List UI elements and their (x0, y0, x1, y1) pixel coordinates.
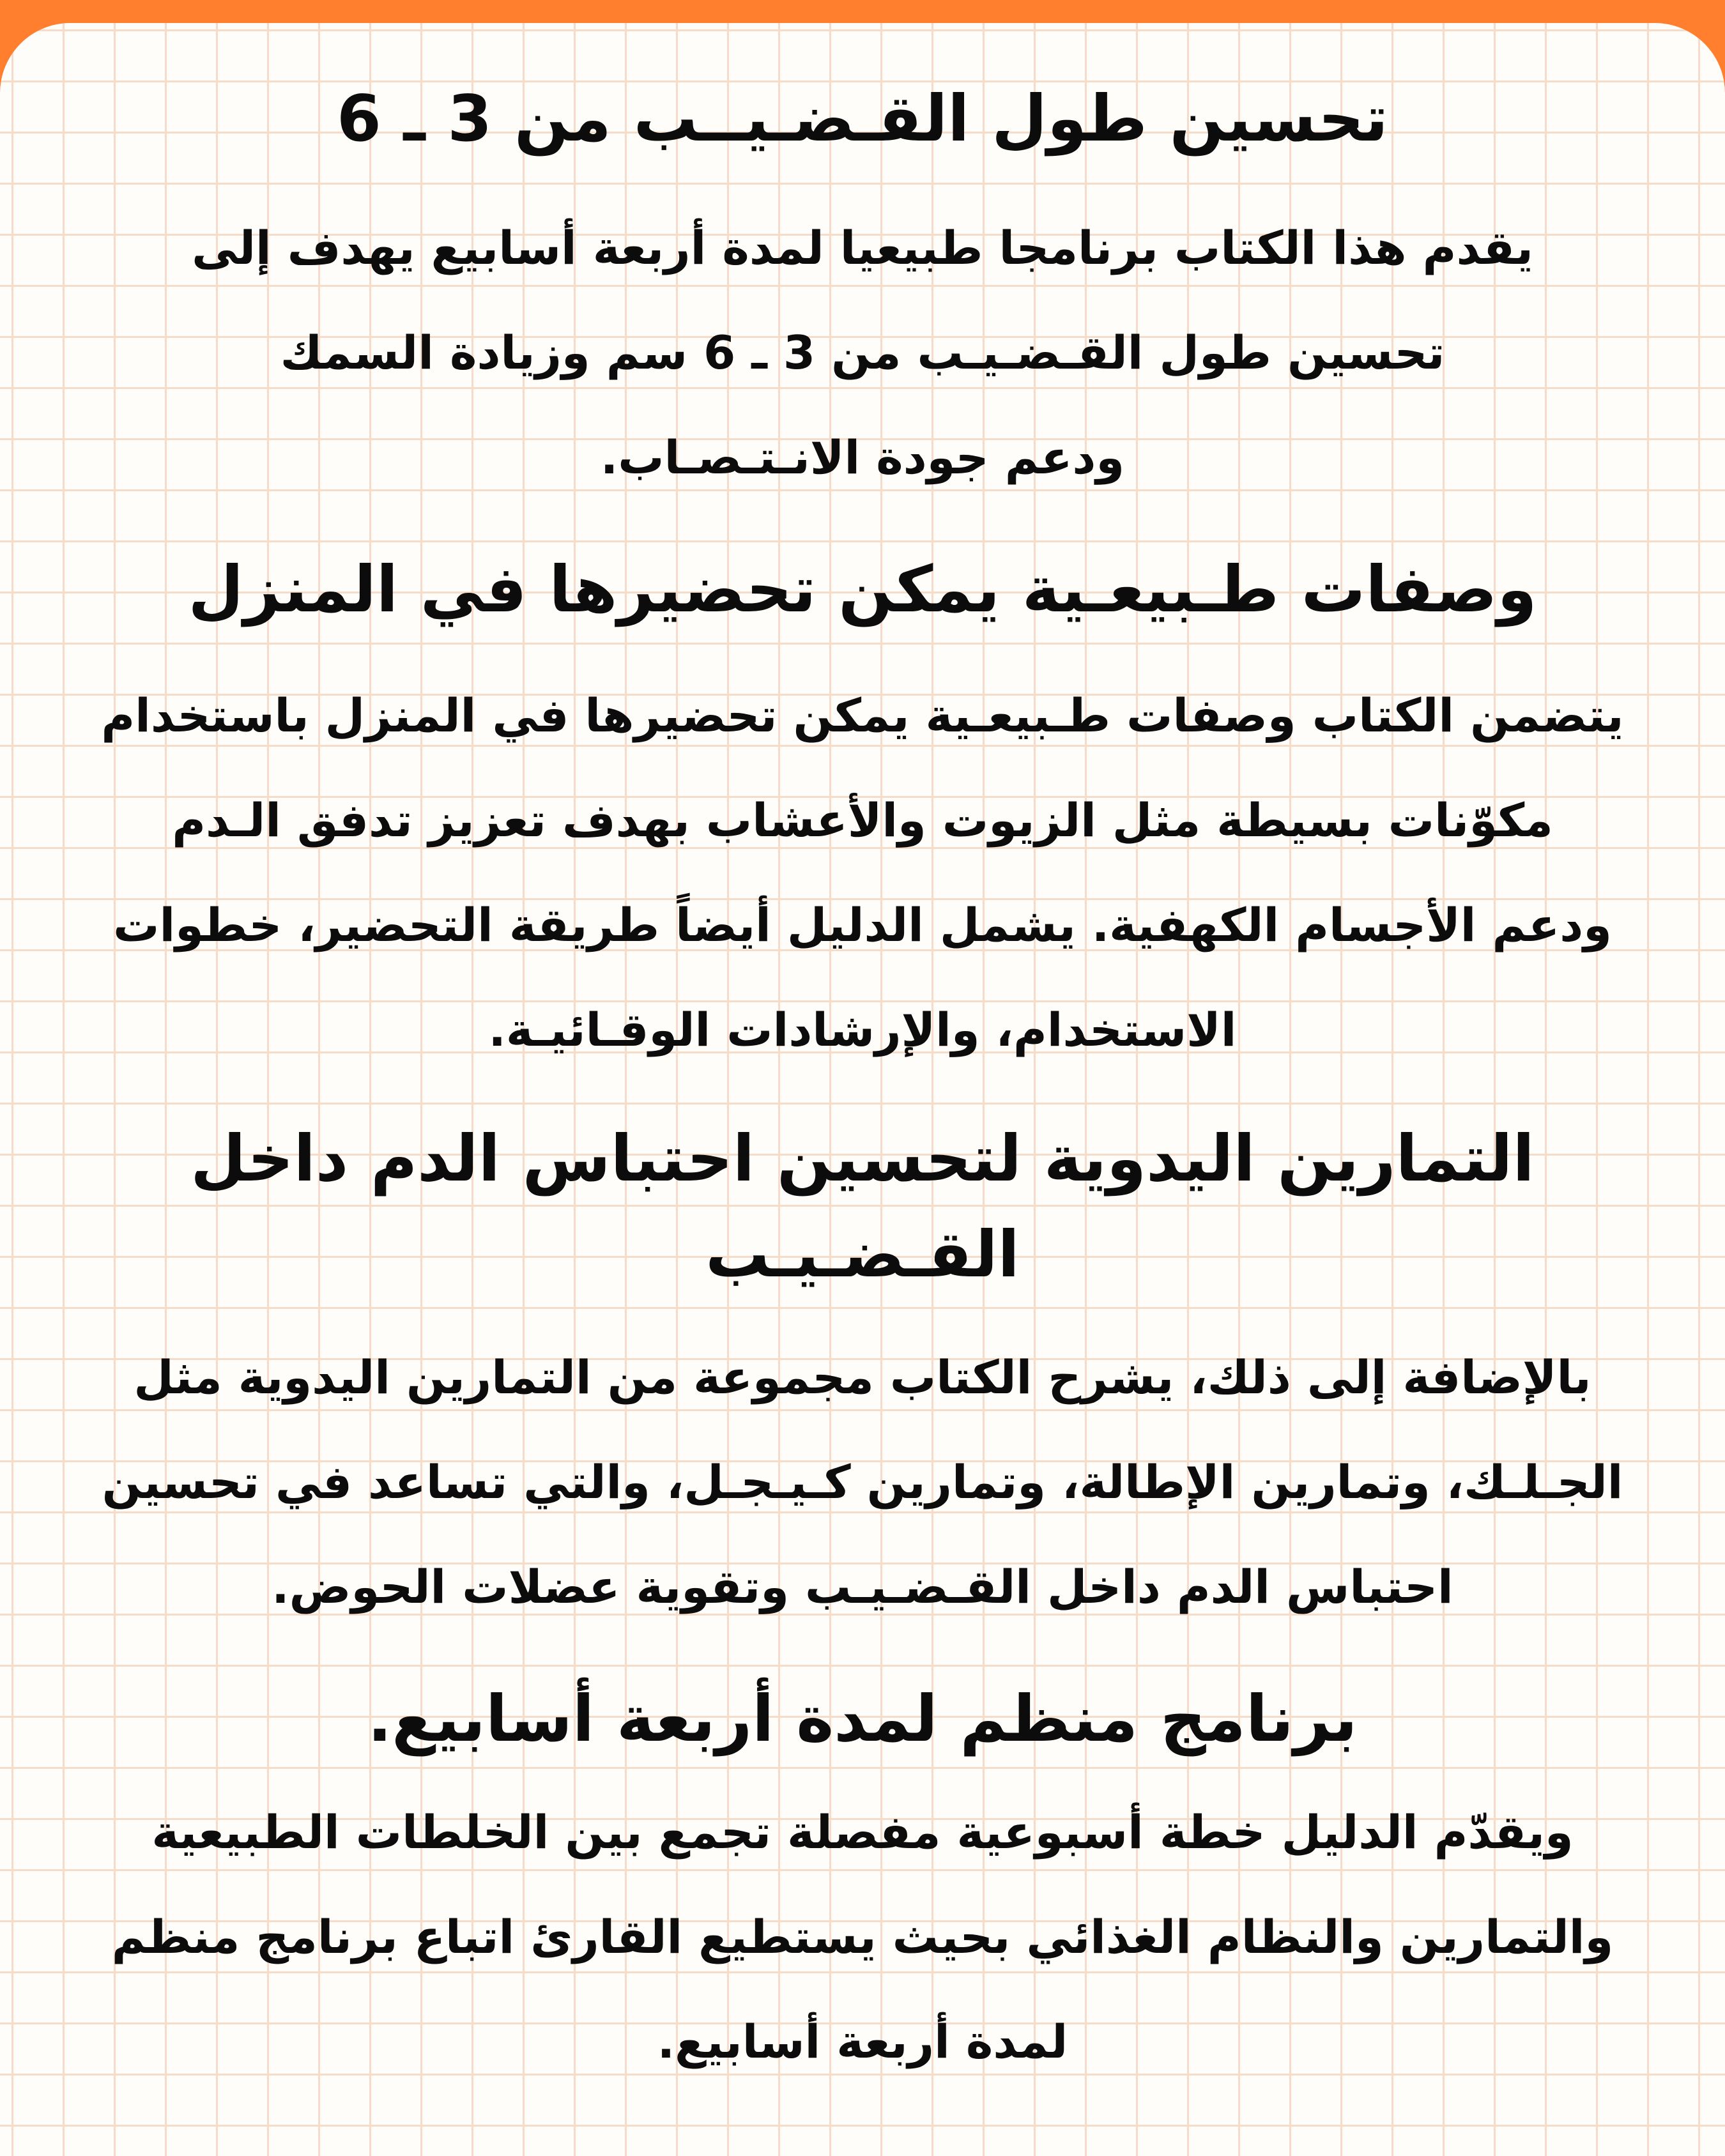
section-paragraph-home-recipes (57, 663, 1667, 1082)
paragraph-line: الجـلـك، وتمارين الإطالة، وتمارين كـيـجـل، والتي تساعد في تحسين (102, 1455, 1623, 1509)
section-heading-manual-exercises: التمارين اليدوية لتحسين احتباس الدم داخل القـضـيـب (190, 1121, 1535, 1292)
paragraph-line: الاستخدام، والإرشادات الوقـائيـة. (488, 1003, 1237, 1057)
section-heading-home-recipes: وصفات طـبيعـية يمكن تحضيرها في المنزل (188, 552, 1537, 627)
paragraph-line: بالإضافة إلى ذلك، يشرح الكتاب مجموعة من التمارين اليدوية مثل (134, 1350, 1591, 1404)
section-heading-rod-length: تحسين طول القـضـيــب من 3 ـ 6 (337, 81, 1388, 156)
paragraph-line: يتضمن الكتاب وصفات طـبيعـية يمكن تحضيرها في المنزل باستخدام (101, 689, 1624, 742)
paragraph-line: مكوّنات بسيطة مثل الزيوت والأعشاب بهدف تعزيز تدفق الـدم (172, 793, 1553, 847)
paragraph-line: ويقدّم الدليل خطة أسبوعية مفصلة تجمع بين الخلطات الطبيعية (151, 1805, 1574, 1859)
paragraph-line: لمدة أربعة أسابيع. (657, 2015, 1068, 2068)
paragraph-line: تحسين طول القـضـيـب من 3 ـ 6 سم وزيادة السمك (280, 326, 1445, 379)
paragraph-line: احتباس الدم داخل القـضـيـب وتقوية عضلات الحوض. (272, 1560, 1453, 1614)
section-paragraph-rod-length (57, 195, 1667, 510)
grid-paper-card (0, 23, 1725, 2156)
paragraph-line: والتمارين والنظام الغذائي بحيث يستطيع القارئ اتباع برنامج منظم (111, 1910, 1614, 1964)
paragraph-line: يقدم هذا الكتاب برنامجا طبيعيا لمدة أربعة أسابيع يهدف إلى (192, 221, 1533, 275)
section-paragraph-four-week-program (57, 1780, 1667, 2094)
article-body (57, 49, 1667, 2094)
section-paragraph-manual-exercises (57, 1325, 1667, 1639)
section-heading-four-week-program: برنامج منظم لمدة أربعة أسابيع. (367, 1681, 1358, 1756)
paragraph-line: ودعم الأجسام الكهفية. يشمل الدليل أيضاً طريقة التحضير، خطوات (113, 898, 1612, 952)
paragraph-line: ودعم جودة الانـتـصـاب. (600, 431, 1125, 484)
